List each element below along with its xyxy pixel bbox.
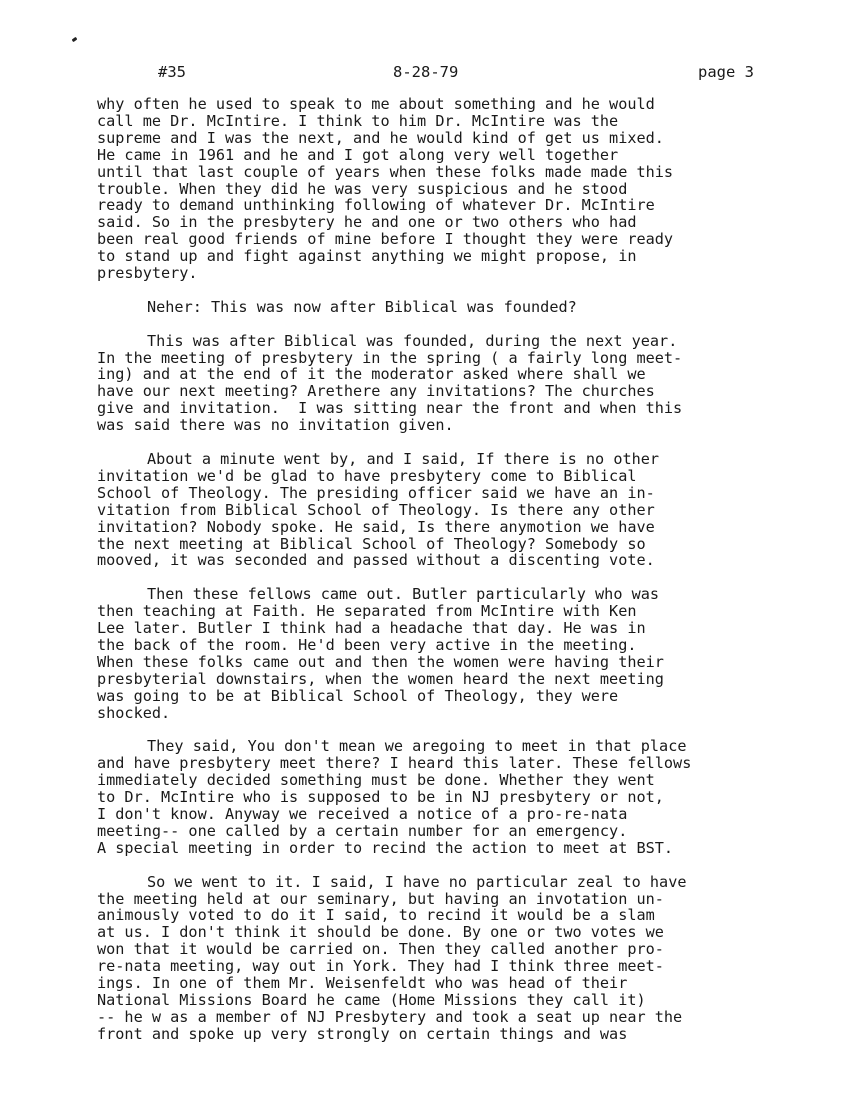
text-line: supreme and I was the next, and he would kind of get us mixed. bbox=[97, 128, 664, 147]
text-line: to stand up and fight against anything we might propose, in bbox=[97, 247, 637, 266]
paragraph bbox=[97, 451, 777, 569]
text-line: the meeting held at our seminary, but having an invotation un- bbox=[97, 889, 664, 908]
text-line: Then these fellows came out. Butler particularly who was bbox=[147, 585, 660, 604]
text-line: won that it would be carried on. Then they called another pro- bbox=[97, 940, 664, 959]
text-line: They said, You don't mean we aregoing to meet in that place bbox=[147, 737, 687, 756]
text-line: I don't know. Anyway we received a notice of a pro-re-nata bbox=[97, 804, 628, 823]
text-line: at us. I don't think it should be done. By one or two votes we bbox=[97, 923, 664, 942]
text-line: presbytery. bbox=[97, 264, 198, 283]
text-line: vitation from Biblical School of Theology. Is there any other bbox=[97, 500, 655, 519]
text-line: and have presbytery meet there? I heard this later. These fellows bbox=[97, 754, 692, 773]
text-line: About a minute went by, and I said, If there is no other bbox=[147, 449, 660, 468]
text-line: call me Dr. McIntire. I think to him Dr. McIntire was the bbox=[97, 111, 619, 130]
paragraph bbox=[97, 96, 777, 282]
text-line: So we went to it. I said, I have no particular zeal to have bbox=[147, 872, 687, 891]
text-line: the next meeting at Biblical School of Theology? Somebody so bbox=[97, 534, 646, 553]
page-header bbox=[0, 63, 851, 85]
text-line: said. So in the presbytery he and one or two others who had bbox=[97, 213, 637, 232]
text-line: He came in 1961 and he and I got along very well together bbox=[97, 145, 619, 164]
stray-ink-mark bbox=[72, 37, 78, 42]
text-line: Neher: This was now after Biblical was founded? bbox=[147, 297, 577, 316]
paragraph bbox=[97, 874, 777, 1043]
text-line: School of Theology. The presiding officer said we have an in- bbox=[97, 483, 655, 502]
text-line: the back of the room. He'd been very active in the meeting. bbox=[97, 635, 637, 654]
page-number: page 3 bbox=[698, 63, 754, 81]
text-line: have our next meeting? Arethere any invitations? The churches bbox=[97, 382, 655, 401]
transcript-date: 8-28-79 bbox=[393, 63, 459, 81]
text-line: -- he w as a member of NJ Presbytery and took a seat up near the bbox=[97, 1007, 683, 1026]
text-line: was said there was no invitation given. bbox=[97, 416, 454, 435]
text-line: invitation? Nobody spoke. He said, Is there anymotion we have bbox=[97, 517, 655, 536]
text-line: immediately decided something must be done. Whether they went bbox=[97, 771, 655, 790]
text-line: then teaching at Faith. He separated from McIntire with Ken bbox=[97, 602, 637, 621]
text-line: ready to demand unthinking following of whatever Dr. McIntire bbox=[97, 196, 655, 215]
text-line: When these folks came out and then the women were having their bbox=[97, 652, 664, 671]
text-line: mooved, it was seconded and passed without a discenting vote. bbox=[97, 551, 655, 570]
text-line: In the meeting of presbytery in the spring ( a fairly long meet- bbox=[97, 348, 683, 367]
text-line: why often he used to speak to me about something and he would bbox=[97, 95, 655, 113]
text-line: give and invitation. I was sitting near the front and when this bbox=[97, 399, 683, 418]
text-line: front and spoke up very strongly on certain things and was bbox=[97, 1024, 628, 1043]
text-line: This was after Biblical was founded, during the next year. bbox=[147, 331, 678, 350]
text-line: trouble. When they did he was very suspicious and he stood bbox=[97, 179, 628, 198]
paragraph bbox=[97, 586, 777, 721]
text-line: animously voted to do it I said, to recind it would be a slam bbox=[97, 906, 655, 925]
paragraph bbox=[97, 333, 777, 434]
text-line: Lee later. Butler I think had a headache that day. He was in bbox=[97, 619, 646, 638]
paragraph bbox=[97, 299, 777, 316]
text-line: presbyterial downstairs, when the women heard the next meeting bbox=[97, 669, 664, 688]
text-line: invitation we'd be glad to have presbytery come to Biblical bbox=[97, 466, 637, 485]
text-line: been real good friends of mine before I thought they were ready bbox=[97, 230, 674, 249]
text-line: ing) and at the end of it the moderator asked where shall we bbox=[97, 365, 646, 384]
text-line: ings. In one of them Mr. Weisenfeldt who was head of their bbox=[97, 974, 628, 993]
transcript-body bbox=[97, 96, 777, 1060]
text-line: re-nata meeting, way out in York. They had I think three meet- bbox=[97, 957, 664, 976]
text-line: National Missions Board he came (Home Missions they call it) bbox=[97, 990, 646, 1009]
paragraph bbox=[97, 738, 777, 856]
text-line: until that last couple of years when these folks made made this bbox=[97, 162, 674, 181]
text-line: shocked. bbox=[97, 703, 171, 722]
text-line: A special meeting in order to recind the action to meet at BST. bbox=[97, 838, 674, 857]
text-line: was going to be at Biblical School of Theology, they were bbox=[97, 686, 619, 705]
text-line: to Dr. McIntire who is supposed to be in NJ presbytery or not, bbox=[97, 788, 664, 807]
transcript-number: #35 bbox=[158, 63, 186, 81]
text-line: meeting-- one called by a certain number for an emergency. bbox=[97, 821, 628, 840]
